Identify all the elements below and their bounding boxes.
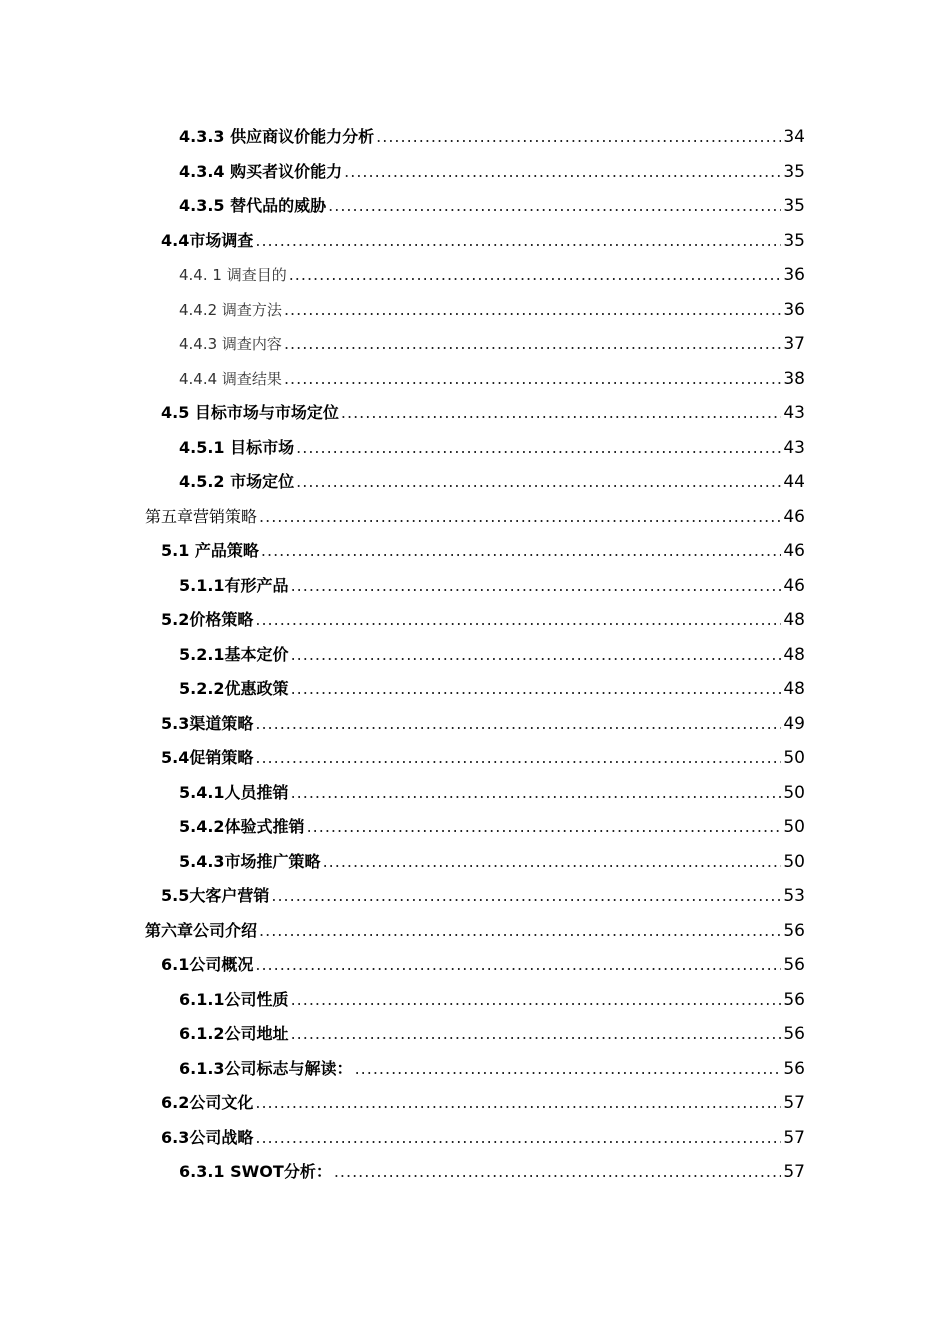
toc-entry-label: 6.1.1公司性质 [179, 989, 289, 1009]
toc-entry[interactable] [179, 1017, 805, 1051]
toc-entry-label: 4.4.3 调查内容 [179, 335, 282, 353]
toc-entry[interactable] [179, 362, 805, 396]
toc-entry-label: 6.3.1 SWOT分析： [179, 1162, 332, 1181]
toc-entry-page: 44 [783, 472, 805, 492]
toc-entry[interactable] [145, 914, 805, 948]
toc-entry[interactable] [179, 327, 805, 361]
dot-leader [291, 776, 782, 810]
dot-leader [291, 1017, 782, 1051]
toc-entry-page: 36 [783, 265, 805, 285]
toc-entry[interactable] [145, 500, 805, 534]
toc-entry[interactable] [179, 120, 805, 154]
toc-entry-page: 56 [783, 1058, 805, 1079]
toc-entry-page: 38 [783, 368, 805, 389]
toc-entry-page: 46 [783, 506, 805, 527]
toc-entry-page: 48 [783, 610, 805, 630]
toc-entry-label: 5.3渠道策略 [161, 713, 254, 733]
dot-leader [289, 258, 782, 292]
toc-entry-page: 53 [783, 886, 805, 906]
toc-entry[interactable] [161, 948, 805, 982]
toc-entry-label: 4.5.2 市场定位 [179, 472, 295, 491]
toc-entry-label: 第五章营销策略 [145, 506, 258, 526]
toc-entry-label: 5.2价格策略 [161, 610, 254, 629]
dot-leader [334, 1155, 782, 1189]
toc-entry[interactable] [179, 672, 805, 706]
toc-entry-label: 5.2.1基本定价 [179, 644, 289, 664]
toc-entry[interactable] [179, 293, 805, 327]
toc-entry-page: 57 [783, 1162, 805, 1182]
dot-leader [291, 983, 782, 1017]
toc-entry[interactable] [179, 431, 805, 465]
toc-entry[interactable] [161, 534, 805, 568]
toc-entry-page: 56 [783, 955, 805, 975]
toc-entry-page: 57 [783, 1127, 805, 1148]
toc-entry-label: 6.1.2公司地址 [179, 1024, 289, 1043]
toc-entry-label: 6.1公司概况 [161, 955, 254, 974]
toc-entry[interactable] [179, 1052, 805, 1086]
toc-entry-label: 5.4.3市场推广策略 [179, 851, 321, 871]
toc-entry-page: 43 [783, 403, 805, 423]
toc-entry-label: 第六章公司介绍 [145, 920, 258, 940]
toc-entry[interactable] [161, 707, 805, 741]
toc-entry-page: 48 [783, 644, 805, 665]
dot-leader [271, 879, 781, 913]
toc-entry-label: 4.4.2 调查方法 [179, 300, 282, 319]
toc-entry-page: 56 [783, 989, 805, 1010]
toc-entry-page: 50 [783, 782, 805, 803]
toc-entry-label: 4.4市场调查 [161, 230, 254, 250]
dot-leader [307, 810, 782, 844]
toc-entry[interactable] [179, 638, 805, 672]
toc-entry[interactable] [161, 1086, 805, 1120]
toc-entry-label: 4.5 目标市场与市场定位 [161, 403, 339, 422]
toc-entry-page: 34 [783, 127, 805, 147]
dot-leader [376, 120, 781, 154]
toc-entry-page: 43 [783, 437, 805, 458]
toc-entry[interactable] [161, 396, 805, 430]
toc-entry-page: 56 [783, 920, 805, 941]
toc-entry-page: 35 [783, 196, 805, 216]
toc-entry-page: 50 [783, 851, 805, 872]
toc-entry-label: 5.2.2优惠政策 [179, 679, 289, 698]
toc-entry-label: 5.4促销策略 [161, 748, 254, 767]
dot-leader [291, 638, 782, 672]
dot-leader [341, 396, 781, 430]
dot-leader [355, 1052, 782, 1086]
dot-leader [284, 362, 781, 396]
dot-leader [259, 914, 781, 948]
dot-leader [255, 707, 781, 741]
toc-entry[interactable] [179, 258, 805, 292]
toc-entry-label: 4.3.4 购买者议价能力 [179, 161, 343, 181]
dot-leader [328, 189, 781, 223]
toc-entry-label: 4.3.3 供应商议价能力分析 [179, 127, 375, 146]
dot-leader [255, 603, 781, 637]
dot-leader [259, 500, 781, 534]
toc-entry-label: 6.1.3公司标志与解读： [179, 1058, 353, 1078]
dot-leader [296, 431, 781, 465]
dot-leader [255, 1086, 781, 1120]
toc-entry-page: 50 [783, 817, 805, 837]
toc-entry-label: 4.4. 1 调查目的 [179, 266, 287, 284]
toc-entry-page: 46 [783, 575, 805, 596]
toc-entry[interactable] [179, 776, 805, 810]
toc-entry[interactable] [161, 603, 805, 637]
toc-entry[interactable] [179, 845, 805, 879]
toc-entry-label: 5.5大客户营销 [161, 886, 270, 905]
dot-leader [323, 845, 782, 879]
toc-entry[interactable] [179, 569, 805, 603]
toc-entry-page: 37 [783, 334, 805, 354]
toc-entry[interactable] [161, 224, 805, 258]
toc-entry-page: 56 [783, 1024, 805, 1044]
toc-entry[interactable] [179, 189, 805, 223]
dot-leader [291, 672, 782, 706]
dot-leader [255, 741, 781, 775]
toc-entry-label: 5.4.1人员推销 [179, 782, 289, 802]
toc-entry[interactable] [179, 465, 805, 499]
dot-leader [291, 569, 782, 603]
dot-leader [296, 465, 781, 499]
toc-entry[interactable] [161, 741, 805, 775]
toc-entry-page: 49 [783, 713, 805, 734]
toc-entry-label: 6.3公司战略 [161, 1127, 254, 1147]
dot-leader [284, 327, 781, 361]
toc-entry-page: 48 [783, 679, 805, 699]
toc-entry-page: 35 [783, 230, 805, 251]
toc-entry[interactable] [161, 1121, 805, 1155]
dot-leader [344, 155, 781, 189]
toc-entry-label: 4.4.4 调查结果 [179, 369, 282, 388]
toc-entry-label: 5.1.1有形产品 [179, 575, 289, 595]
dot-leader [284, 293, 781, 327]
dot-leader [261, 534, 781, 568]
toc-entry[interactable] [179, 810, 805, 844]
toc-entry-page: 35 [783, 161, 805, 182]
toc-entry[interactable] [179, 983, 805, 1017]
toc-entry[interactable] [179, 155, 805, 189]
toc-entry-page: 57 [783, 1093, 805, 1113]
toc-entry-page: 50 [783, 748, 805, 768]
dot-leader [255, 948, 781, 982]
dot-leader [255, 1121, 781, 1155]
dot-leader [255, 224, 781, 258]
toc-entry-label: 4.5.1 目标市场 [179, 437, 295, 457]
toc-entry-label: 6.2公司文化 [161, 1093, 254, 1112]
toc-entry-page: 46 [783, 541, 805, 561]
toc-entry-label: 5.4.2体验式推销 [179, 817, 305, 836]
toc-entry[interactable] [161, 879, 805, 913]
toc-entry[interactable] [179, 1155, 805, 1189]
toc-entry-label: 4.3.5 替代品的威胁 [179, 196, 327, 215]
toc-entry-label: 5.1 产品策略 [161, 541, 259, 560]
toc-entry-page: 36 [783, 299, 805, 320]
